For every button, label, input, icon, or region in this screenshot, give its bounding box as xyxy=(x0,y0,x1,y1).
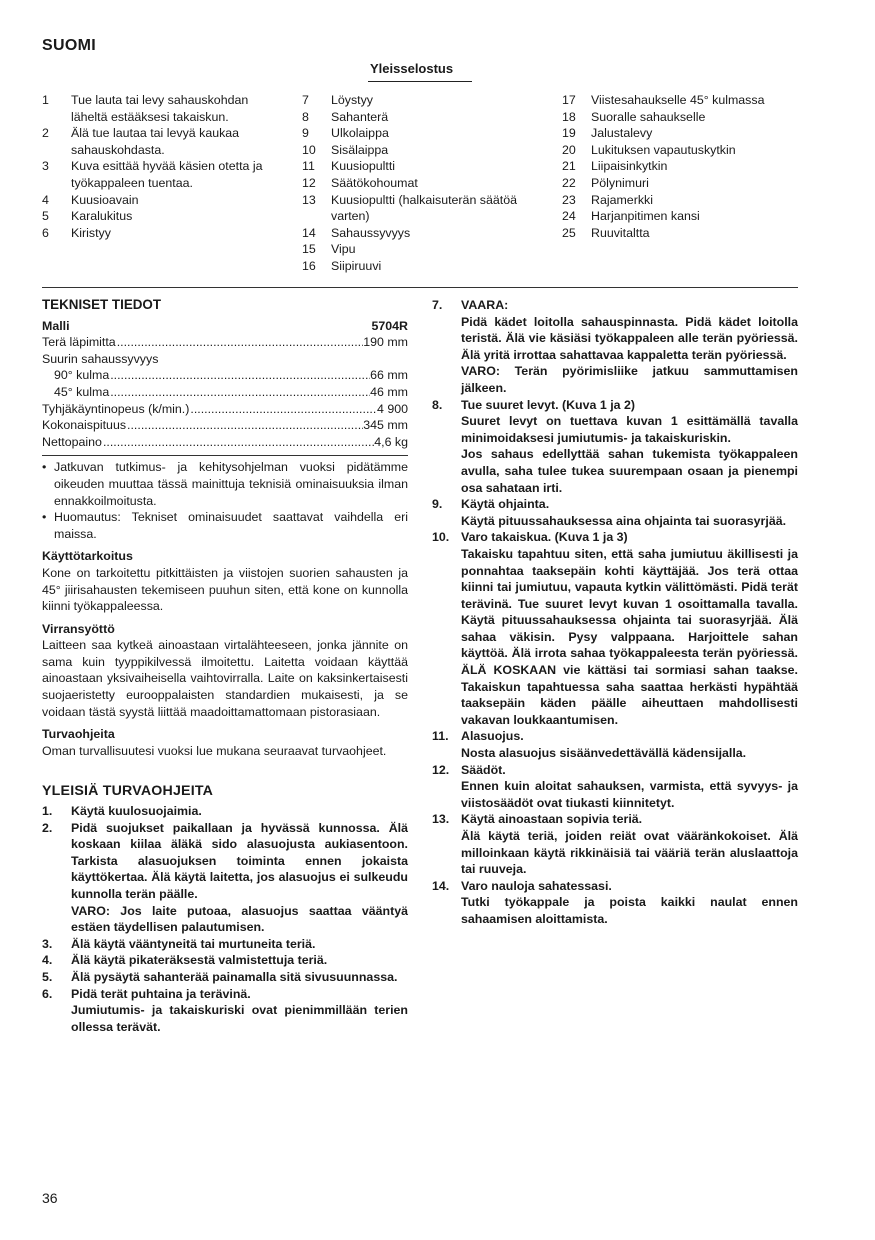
power-heading: Virransyöttö xyxy=(42,621,115,636)
legend-item: 19 Jalustalevy xyxy=(562,126,653,141)
legend-item: 2 Älä tue lautaa tai levyä kaukaa sahauskohdasta. xyxy=(42,126,240,157)
specs-divider xyxy=(42,455,408,456)
language-heading: SUOMI xyxy=(42,37,96,54)
spec-weight-row: Nettopaino ..... 4,6 kg xyxy=(42,434,408,451)
safety-heading: YLEISIÄ TURVAOHJEITA xyxy=(42,783,214,800)
section-title: Yleisselostus xyxy=(370,61,454,76)
safety-item: 5. Älä pysäytä sahanterää painamalla sitä sivusuunnassa. xyxy=(42,969,398,984)
legend-item: 1 Tue lauta tai levy sahauskohdan läheltä estääksesi takaiskun. xyxy=(42,93,249,124)
legend-column-2 xyxy=(302,92,542,275)
safety-item: 13. Käytä ainoastaan sopivia teriä. Älä käytä teriä, joiden reiät ovat vääränkokoiset. Älä milloinkaan käytä rikkinäisiä tai vääriä terän aluslaattoja tai ruuveja. xyxy=(432,812,798,877)
safety-item: 8. Tue suuret levyt. (Kuva 1 ja 2) Suuret levyt on tuettava kuvan 1 esittämällä tavalla minimoidaksesi jumiutumis- ja takaiskuriskin. Jos sahaus edellyttää sahan tukemista työkappaleen avulla, saha tulee tukea suurempaan osaan ja pienempi osa sahataan irti. xyxy=(432,397,798,495)
legend-item: 25 Ruuvitaltta xyxy=(562,225,650,240)
usage-text: Kone on tarkoitettu pitkittäisten ja viistojen suorien sahausten ja 45° jiirisahausten tekemiseen puuhun siten, että kone on kunnolla kiinni työkappaleessa. xyxy=(42,565,408,614)
legend-item: 16 Siipiruuvi xyxy=(302,258,382,273)
spec-90-row: 90° kulma ..... 66 mm xyxy=(42,367,408,384)
spec-note: • Huomautus: Tekniset ominaisuudet saattavat vaihdella eri maissa. xyxy=(42,510,408,541)
legend-item: 11 Kuusiopultti xyxy=(302,159,396,174)
right-column xyxy=(432,297,798,928)
legend-item: 12 Säätökohoumat xyxy=(302,175,418,190)
safety-item: 11. Alasuojus. Nosta alasuojus sisäänvedettävällä kädensijalla. xyxy=(432,729,747,761)
legend-item: 20 Lukituksen vapautuskytkin xyxy=(562,142,736,157)
spec-model-row: Malli 5704R xyxy=(42,318,408,333)
legend-item: 10 Sisälaippa xyxy=(302,142,389,157)
legend-item: 21 Liipaisinkytkin xyxy=(562,159,668,174)
left-column xyxy=(42,297,408,1035)
legend-item: 22 Pölynimuri xyxy=(562,175,649,190)
safety-item: 6. Pidä terät puhtaina ja terävinä. Jumiutumis- ja takaiskuriski ovat pienimmillään terien ollessa terävät. xyxy=(42,986,408,1034)
legend-item: 13 Kuusiopultti (halkaisuterän säätöä varten) xyxy=(302,192,517,224)
usage-heading: Käyttötarkoitus xyxy=(42,549,133,564)
legend-item: 7 Löystyy xyxy=(302,93,374,107)
safety-intro-text: Oman turvallisuutesi vuoksi lue mukana seuraavat turvaohjeet. xyxy=(42,743,387,758)
legend-item: 14 Sahaussyvyys xyxy=(302,225,411,240)
legend-divider xyxy=(42,287,798,288)
spec-blade-row: Terä läpimitta ..... 190 mm xyxy=(42,334,408,351)
spec-speed-row: Tyhjäkäyntinopeus (k/min.) ..... 4 900 xyxy=(42,401,408,418)
legend-item: 9 Ulkolaippa xyxy=(302,126,389,141)
section-title-underline xyxy=(368,81,472,82)
safety-item: 4. Älä käytä pikateräksestä valmistettuja teriä. xyxy=(42,953,328,968)
legend-item: 5 Karalukitus xyxy=(42,209,133,224)
spec-maxcut-label: Suurin sahaussyvyys xyxy=(42,351,159,366)
spec-note: • Jatkuvan tutkimus- ja kehitysohjelman vuoksi pidätämme oikeuden muuttaa tässä mainittuja teknisiä ominaisuuksia ilman ennakkoilmoitusta. xyxy=(42,460,408,508)
legend-item: 18 Suoralle sahaukselle xyxy=(562,109,706,124)
safety-item: 1. Käytä kuulosuojaimia. xyxy=(42,804,202,819)
page-number: 36 xyxy=(42,1190,58,1206)
legend-item: 4 Kuusioavain xyxy=(42,192,139,207)
safety-item: 10. Varo takaiskua. (Kuva 1 ja 3) Takaisku tapahtuu siten, että saha jumiutuu äkillisesti ja ponnahtaa taaksepäin kohti käyttäjää. Jos terä ottaa kiinni tai jumiutuu, vapauta kytkin välittömästi. Pidä terät terävinä. Tue suuret levyt kuvan 1 osoittamalla tavalla. Käytä pituussahauksessa ohjainta tai suorasyrjää. Älä sahaa väkisin. Pysy valppaana. Harjoittele sahan käyttöä. Älä irrota sahaa työkappaleesta terän pyöriessä. ÄLÄ KOSKAAN vie kättäsi tai sormiasi sahan taakse. Takaiskun tapahtuessa saha saattaa herkästi hypähtää taaksepäin käden päälle aiheuttaen mahdollisesti vakavan loukkaantumisen. xyxy=(432,530,798,727)
legend-item: 17 Viistesahaukselle 45° kulmassa xyxy=(562,93,765,107)
legend-column-3 xyxy=(562,92,812,241)
safety-item: 7. VAARA: Pidä kädet loitolla sahauspinnasta. Pidä kädet loitolla teristä. Älä vie käsiäsi työkappaleen alle terän pyöriessä. Älä yritä irrottaa sahattavaa kappaletta terän pyöriessä. VARO: Terän pyörimisliike jatkuu sammuttamisen jälkeen. xyxy=(432,298,798,395)
legend-column-1 xyxy=(42,92,277,241)
legend-item: 8 Sahanterä xyxy=(302,109,389,124)
safety-item: 3. Älä käytä vääntyneitä tai murtuneita teriä. xyxy=(42,936,316,951)
spec-length-row: Kokonaispituus ..... 345 mm xyxy=(42,417,408,434)
safety-intro-heading: Turvaohjeita xyxy=(42,727,115,742)
power-text: Laitteen saa kytkeä ainoastaan virtalähteeseen, jonka jännite on sama kuin tyyppikilvessä ilmoitettu. Laitetta voidaan käyttää ainoastaan yksivaiheisella vaihtovirralla. Laite on kaksinkertaisesti suojaeristetty eurooppalaisten standardien mukaisesti, ja se voidaan tästä syystä liittää maadoittamattomaan pistorasiaan. xyxy=(42,638,408,719)
safety-item: 12. Säädöt. Ennen kuin aloitat sahauksen, varmista, että syvyys- ja viistosäädöt ovat tiukasti kiinnitetyt. xyxy=(432,762,798,810)
legend-item: 6 Kiristyy xyxy=(42,225,111,240)
safety-item: 14. Varo nauloja sahatessasi. Tutki työkappale ja poista kaikki naulat ennen sahaamisen aloittamista. xyxy=(432,878,798,926)
safety-item: 9. Käytä ohjainta. Käytä pituussahauksessa aina ohjainta tai suorasyrjää. xyxy=(432,497,787,528)
spec-45-row: 45° kulma ..... 46 mm xyxy=(42,384,408,401)
legend-item: 23 Rajamerkki xyxy=(562,192,653,207)
legend-item: 15 Vipu xyxy=(302,242,356,257)
safety-item: 2. Pidä suojukset paikallaan ja hyvässä kunnossa. Älä koskaan kiilaa äläkä sido alasuojusta aukiasentoon. Tarkista alasuojuksen toiminta ennen jokaista käyttökertaa. Älä käytä laitetta, jos alasuojus ei sulkeudu kunnolla terän päälle. VARO: Jos laite putoaa, alasuojus saattaa vääntyä estäen täydellisen palautumisen. xyxy=(42,820,408,935)
legend-item: 24 Harjanpitimen kansi xyxy=(562,209,700,224)
legend-item: 3 Kuva esittää hyvää käsien otetta ja työkappaleen tuentaa. xyxy=(42,159,263,190)
specs-heading: TEKNISET TIEDOT xyxy=(42,297,162,312)
